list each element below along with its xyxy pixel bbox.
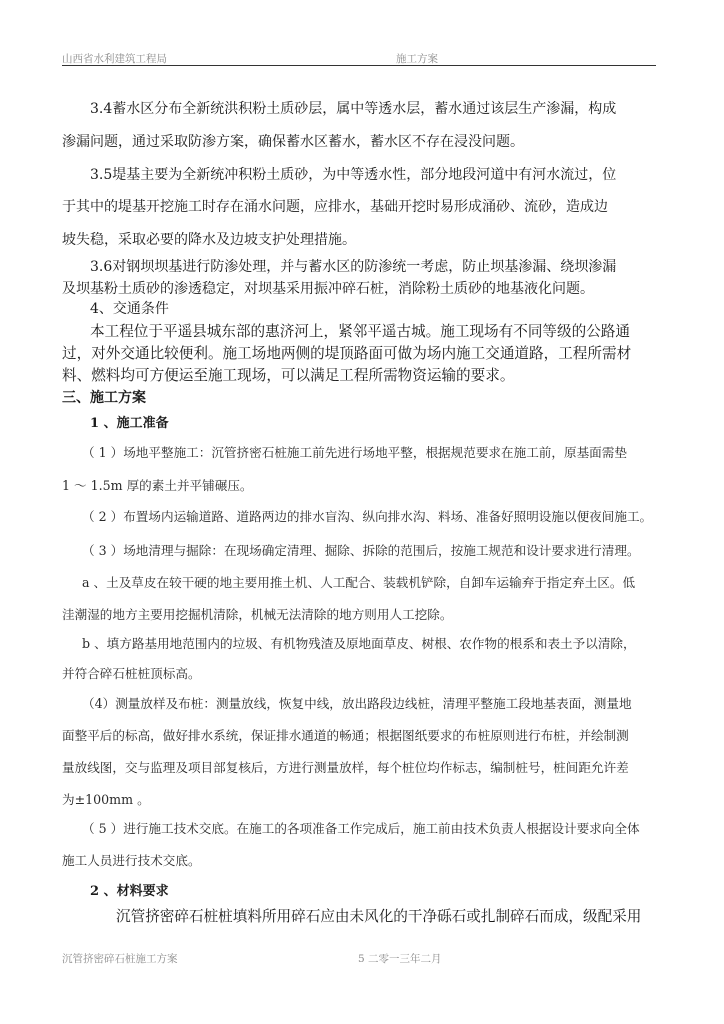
- paragraph-line: 为±100mm 。: [62, 792, 150, 807]
- paragraph-line: 坡失稳，采取必要的降水及边坡支护处理措施。: [62, 232, 356, 248]
- header-org: 山西省水利建筑工程局: [62, 53, 167, 65]
- paragraph-line: 3.5堤基主要为全新统冲积粉土质砂，为中等透水性，部分地段河道中有河水流过，位: [90, 167, 617, 183]
- paragraph-line: b 、填方路基用地范围内的垃圾、有机物残渣及原地面草皮、树根、农作物的根系和表土予以清除，: [82, 636, 636, 651]
- header-rule: [62, 65, 656, 66]
- paragraph-line: 及坝基粉土质砂的渗透稳定，对坝基采用振冲碎石桩，消除粉土质砂的地基液化问题。: [62, 281, 594, 297]
- footer-doc-title: 沉管挤密碎石桩施工方案: [62, 953, 178, 965]
- paragraph-line: 过，对外交通比较便利。施工场地两侧的堤顶路面可做为场内施工交通道路，工程所需材: [62, 345, 632, 362]
- paragraph-line: （ 5 ）进行施工技术交底。在施工的各项准备工作完成后，施工前由技术负责人根据设计要求向全体: [82, 821, 640, 836]
- paragraph-line: 并符合碎石桩桩顶标高。: [62, 666, 201, 681]
- paragraph-line: （4）测量放样及布桩：测量放线，恢复中线，放出路段边线桩，清理平整施工段地基表面，测量地: [82, 696, 632, 711]
- section-heading: 4、交通条件: [90, 301, 169, 317]
- chapter-heading: 三、施工方案: [62, 390, 146, 406]
- header-title: 施工方案: [396, 53, 438, 65]
- footer-page-date: 5 二零一三年二月: [358, 953, 442, 965]
- page-footer: [62, 951, 656, 965]
- paragraph-line: 本工程位于平遥县城东部的惠济河上，紧邻平遥古城。施工现场有不同等级的公路通: [90, 323, 630, 340]
- paragraph-line: （ 3 ）场地清理与掘除：在现场确定清理、掘除、拆除的范围后，按施工规范和设计要求进行清理。: [82, 543, 640, 558]
- paragraph-line: 于其中的堤基开挖施工时存在涌水问题，应排水，基础开挖时易形成涌砂、流砂，造成边: [62, 199, 608, 215]
- paragraph-line: 料、燃料均可方便运至施工现场，可以满足工程所需物资运输的要求。: [62, 367, 515, 384]
- paragraph-line: 施工人员进行技术交底。: [62, 853, 201, 868]
- paragraph-line: 1 ～ 1.5m 厚的素土并平铺碾压。: [62, 478, 253, 493]
- paragraph-line: 洼潮湿的地方主要用挖掘机清除，机械无法清除的地方则用人工挖除。: [62, 607, 453, 622]
- paragraph-line: 3.4蓄水区分布全新统洪积粉土质砂层，属中等透水层，蓄水通过该层生产渗漏，构成: [90, 101, 617, 117]
- subsection-heading: 2 、材料要求: [90, 884, 169, 899]
- page-header: [62, 51, 656, 65]
- subsection-heading: 1 、施工准备: [90, 416, 169, 431]
- paragraph-line: 沉管挤密碎石桩桩填料所用碎石应由未风化的干净砾石或扎制碎石而成，级配采用: [116, 908, 642, 925]
- paragraph-line: 面整平后的标高，做好排水系统，保证排水通道的畅通；根据图纸要求的布桩原则进行布桩，并绘制测: [62, 728, 629, 743]
- paragraph-line: 渗漏问题，通过采取防渗方案，确保蓄水区蓄水，蓄水区不存在浸没问题。: [62, 134, 524, 150]
- paragraph-line: （ 1 ）场地平整施工：沉管挤密石桩施工前先进行场地平整，根据规范要求在施工前，原基面需垫: [82, 445, 627, 460]
- paragraph-line: a 、土及草皮在较干硬的地主要用推土机、人工配合、装载机铲除，自卸车运输弃于指定弃土区。低: [82, 575, 636, 590]
- paragraph-line: （ 2 ）布置场内运输道路、道路两边的排水盲沟、纵向排水沟、料场、准备好照明设施以便夜间施工。: [82, 509, 653, 524]
- paragraph-line: 量放线图，交与监理及项目部复核后，方进行测量放样，每个桩位均作标志，编制桩号，桩间距允许差: [62, 760, 629, 775]
- paragraph-line: 3.6对钢坝坝基进行防渗处理，并与蓄水区的防渗统一考虑，防止坝基渗漏、绕坝渗漏: [90, 259, 617, 275]
